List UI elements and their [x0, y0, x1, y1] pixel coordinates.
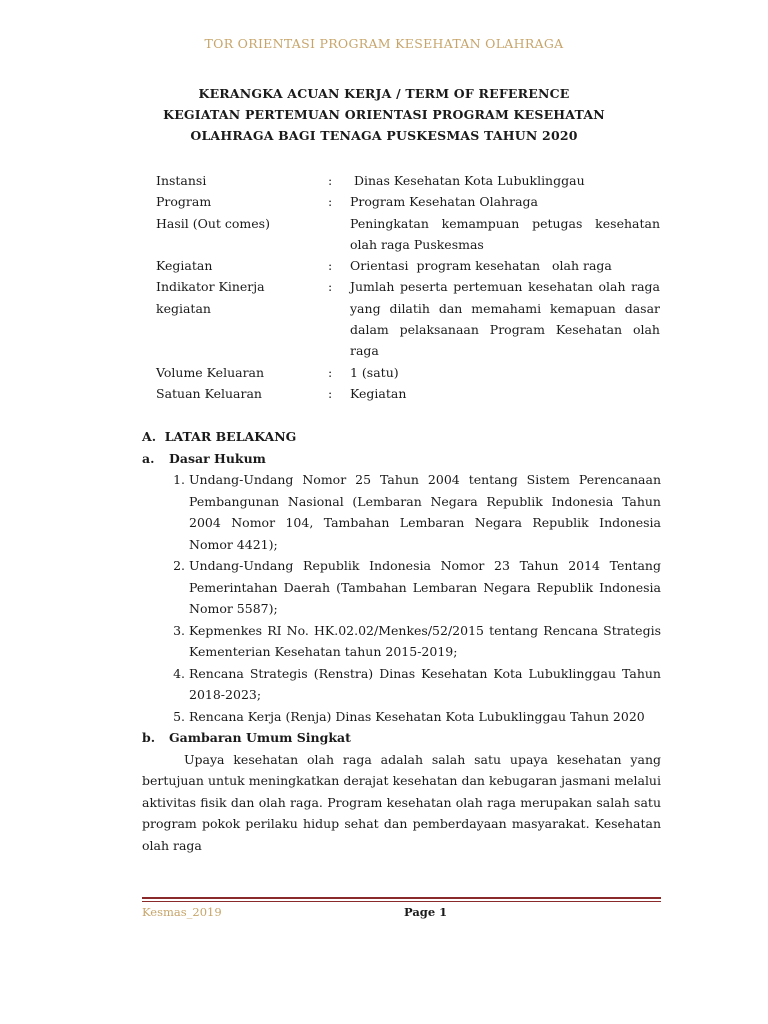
info-value: Jumlah peserta pertemuan kesehatan olah raga yang dilatih dan memahami kemapuan dasar dalam pelaksanaan Program Kesehatan olah raga [350, 279, 660, 359]
list-text: Rencana Kerja (Renja) Dinas Kesehatan Kota Lubuklinggau Tahun 2020 [189, 708, 645, 724]
info-separator: : [328, 364, 333, 380]
footer-rule-thick [142, 897, 661, 899]
info-separator: : [328, 194, 333, 210]
subsection-title: Gambaran Umum Singkat [169, 730, 351, 745]
subsection-heading-gambaran-umum [142, 727, 661, 749]
subsection-heading-dasar-hukum [142, 448, 661, 470]
list-item [142, 663, 661, 706]
info-row-satuan [156, 383, 660, 404]
title-line-2: KEGIATAN PERTEMUAN ORIENTASI PROGRAM KESEHATAN [163, 107, 605, 122]
info-label: Volume Keluaran [156, 364, 265, 380]
info-separator: : [328, 279, 333, 295]
list-item [142, 620, 661, 663]
subsection-marker: a. [142, 450, 155, 466]
info-separator [328, 213, 350, 256]
info-separator: : [328, 258, 333, 274]
info-label: Program [156, 194, 212, 210]
info-label-line-1: Indikator Kinerja [156, 279, 265, 295]
list-item [142, 555, 661, 620]
info-label: Instansi [156, 173, 207, 188]
list-number: 4. [173, 665, 185, 681]
info-separator: : [328, 173, 333, 188]
document-title [0, 83, 768, 146]
section-heading: A. LATAR BELAKANG [142, 429, 297, 444]
page-number: Page 1 [404, 905, 448, 919]
running-header: TOR ORIENTASI PROGRAM KESEHATAN OLAHRAGA [204, 36, 564, 51]
info-label: Satuan Keluaran [156, 385, 262, 401]
list-number: 2. [173, 558, 185, 573]
info-row-kegiatan [156, 255, 660, 276]
subsection-title: Dasar Hukum [169, 450, 266, 466]
info-separator: : [328, 385, 333, 401]
info-value: Program Kesehatan Olahraga [350, 194, 539, 210]
list-number: 3. [173, 622, 185, 638]
info-row-indikator [156, 276, 660, 361]
info-value: Peningkatan kemampuan petugas kesehatan olah raga Puskesmas [350, 215, 660, 252]
info-value: 1 (satu) [350, 364, 399, 380]
subsection-marker: b. [142, 730, 156, 745]
info-value: Orientasi program kesehatan olah raga [350, 258, 612, 274]
list-text: Rencana Strategis (Renstra) Dinas Kesehatan Kota Lubuklinggau Tahun 2018-2023; [189, 665, 661, 702]
info-row-program [156, 191, 660, 212]
info-table [156, 170, 660, 404]
list-text: Undang-Undang Nomor 25 Tahun 2004 tentang Sistem Perencanaan Pembangunan Nasional (Lembaran Negara Republik Indonesia Tahun 2004 Nomor 104, Tambahan Lembaran Negara Republik Indonesia Nomor 4421); [189, 472, 661, 552]
list-item [142, 469, 661, 555]
info-row-volume [156, 362, 660, 383]
footer-rule-thin [142, 901, 661, 902]
footer-label: Kesmas_2019 [142, 905, 222, 919]
info-label-line-2: kegiatan [156, 300, 211, 316]
body-paragraph: Upaya kesehatan olah raga adalah salah satu upaya kesehatan yang bertujuan untuk meningkatkan derajat kesehatan dan kebugaran jasmani melalui aktivitas fisik dan olah raga. Program kesehatan olah raga merupakan salah satu program pokok perilaku hidup sehat dan pemberdayaan masyarakat. Kesehatan olah raga [142, 751, 661, 853]
list-number: 5. [173, 708, 185, 724]
info-value: Kegiatan [350, 385, 407, 401]
info-label: Hasil (Out comes) [156, 215, 270, 231]
title-line-1: KERANGKA ACUAN KERJA / TERM OF REFERENCE [198, 86, 570, 101]
title-line-3: OLAHRAGA BAGI TENAGA PUSKESMAS TAHUN 2020 [190, 128, 578, 143]
legal-basis-list [142, 469, 661, 727]
info-row-instansi [156, 170, 660, 191]
document-body [142, 426, 661, 856]
list-number: 1. [173, 472, 185, 487]
list-text: Undang-Undang Republik Indonesia Nomor 23 Tahun 2014 Tentang Pemerintahan Daerah (Tambahan Lembaran Negara Republik Indonesia Nomor 5587); [189, 558, 661, 616]
info-label: Kegiatan [156, 258, 213, 274]
info-row-hasil [156, 213, 660, 256]
list-text: Kepmenkes RI No. HK.02.02/Menkes/52/2015 tentang Rencana Strategis Kementerian Kesehatan tahun 2015-2019; [189, 622, 661, 659]
list-item [142, 706, 661, 728]
info-value: Dinas Kesehatan Kota Lubuklinggau [353, 173, 585, 188]
info-label [156, 276, 328, 361]
